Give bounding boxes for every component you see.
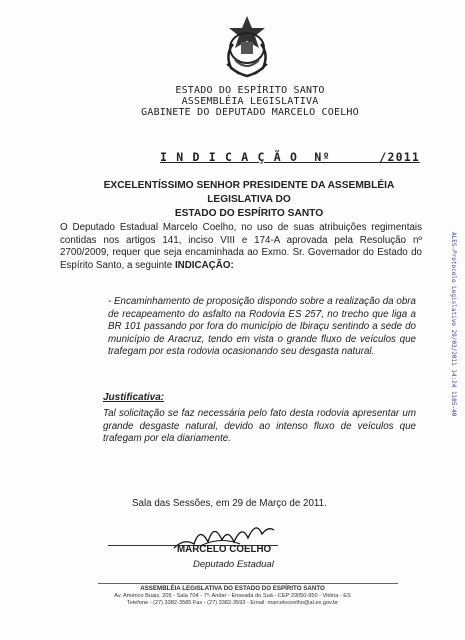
letterhead-office: GABINETE DO DEPUTADO MARCELO COELHO — [141, 107, 359, 118]
footer-title: ASSEMBLÉIA LEGISLATIVA DO ESTADO DO ESPÍRITO SANTO — [140, 585, 325, 592]
state-coat-of-arms-icon — [221, 14, 273, 80]
addressee-line2: ESTADO DO ESPÍRITO SANTO — [174, 208, 324, 219]
letterhead — [120, 85, 380, 118]
session-date: Sala das Sessões, em 29 de Março de 2011. — [132, 498, 327, 509]
protocol-stamp-text: ALES-Protocolo Legislativo 29/03/2011 14:24 1105-40 — [450, 232, 457, 417]
justificativa-paragraph: Tal solicitação se faz necessária pelo fato desta rodovia apresentar um grande desgaste natural, devido ao intenso fluxo de veículos que trafegam por ela diariamente. — [103, 408, 416, 444]
protocol-stamp — [447, 232, 457, 472]
addressee-line1: EXCELENTÍSSIMO SENHOR PRESIDENTE DA ASSEMBLÉIA LEGISLATIVA DO — [103, 180, 395, 205]
footer-address: Av. Américo Buaiz, 205 - Sala 704 - 7º. Andar - Enseada do Suá - CEP:29050-950 - Vitória - ES — [114, 592, 351, 599]
footer-contact: Telefone - (27) 3382-3585 Fax - (27) 3382-3593 - Email: marcelocoelho@al.es.gov.br — [126, 599, 339, 606]
letterhead-assembly: ASSEMBLÉIA LEGISLATIVA — [181, 96, 319, 107]
addressee — [70, 179, 428, 221]
signer-name: MARCELO COELHO — [177, 544, 272, 555]
footer-divider — [98, 583, 398, 584]
signer-role: Deputado Estadual — [193, 559, 274, 570]
proposal-paragraph: - Encaminhamento de proposição dispondo sobre a realização da obra de recapeamento do asfalto na Rodovia ES 257, no trecho que liga a BR 101 passando por fora do município de Ibiraçu sentindo a sede do município de Aracruz, tendo em vista o grande fluxo de veículos que trafegam por esta rodovia ocasionando seu desgasta natural. — [108, 296, 416, 357]
intro-indicacao-label: INDICAÇÃO: — [174, 259, 234, 271]
intro-text: O Deputado Estadual Marcelo Coelho, no uso de suas atribuições regimentais contidas nos artigos 141, inciso VIII e 174-A aprovada pela Resolução nº 2700/2009, requer que seja encaminhada ao Exmo. Sr. Governador do Estado do Espírito Santo, a seguinte — [60, 222, 422, 271]
intro-paragraph — [60, 222, 422, 272]
indicacao-title: I N D I C A Ç Ã O Nº /2011 — [160, 150, 420, 164]
justificativa-heading: Justificativa: — [103, 392, 165, 403]
footer — [80, 586, 385, 606]
letterhead-state: ESTADO DO ESPÍRITO SANTO — [175, 85, 325, 96]
